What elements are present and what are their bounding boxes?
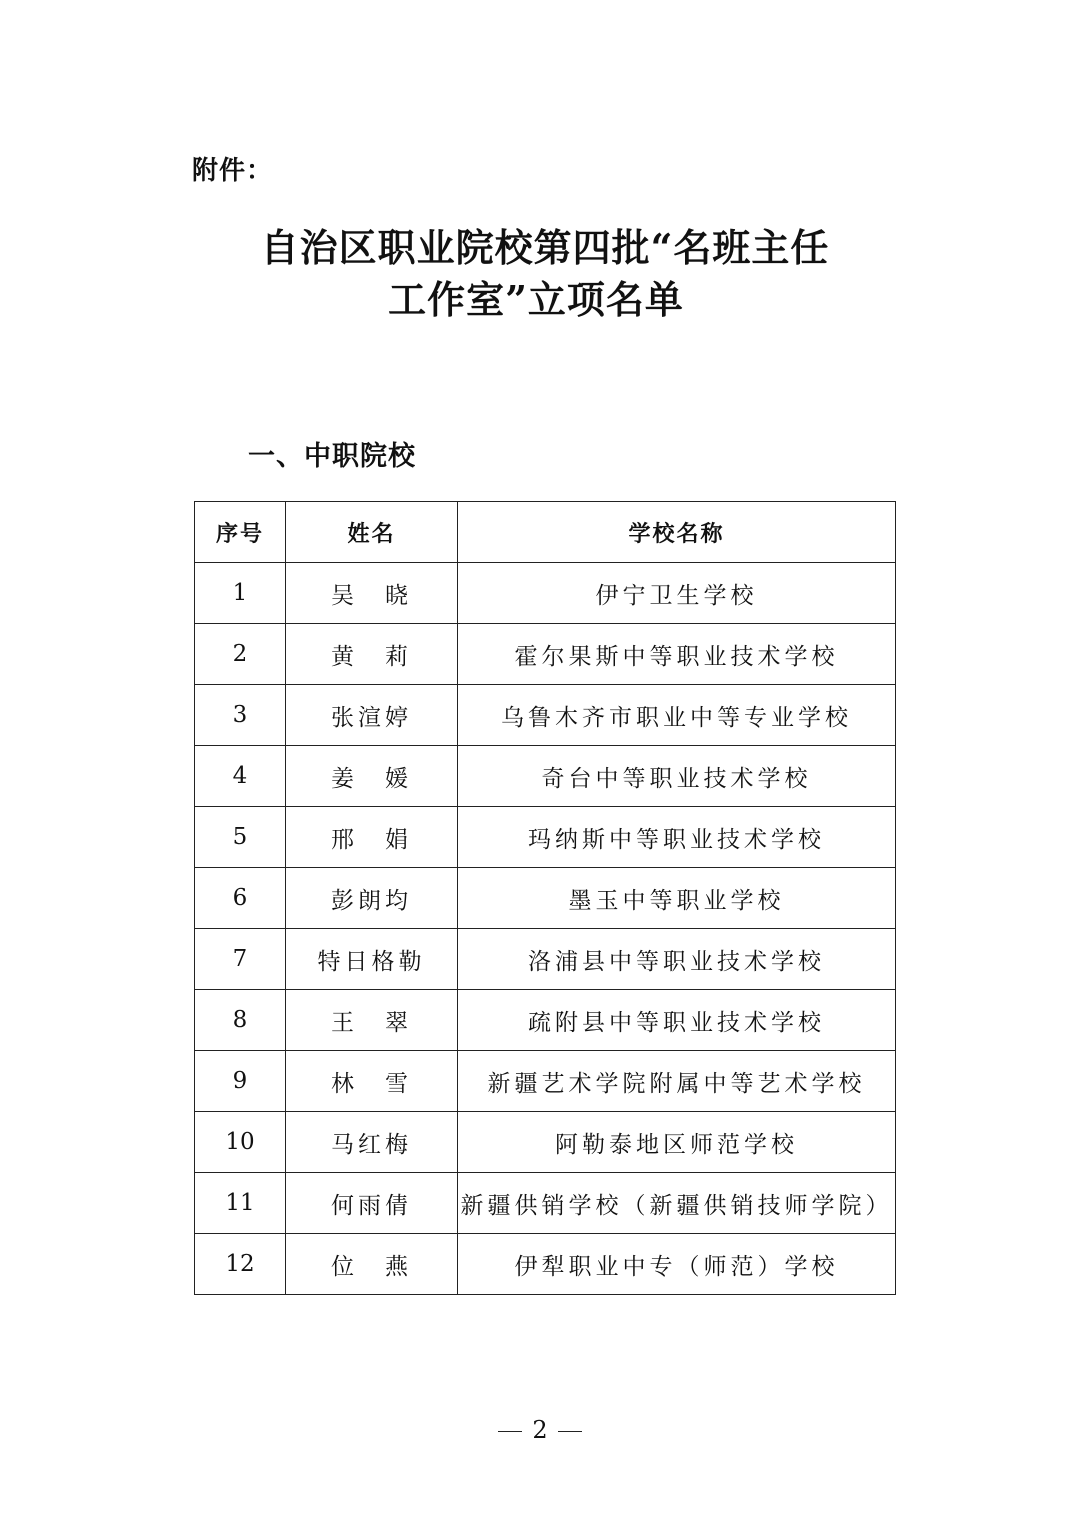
row-name: 王 翠 <box>286 990 458 1051</box>
attachment-label: 附件： <box>192 156 274 186</box>
row-name: 姜 媛 <box>286 746 458 807</box>
row-number: 4 <box>195 746 286 807</box>
row-school: 疏附县中等职业技术学校 <box>458 990 896 1051</box>
row-school: 墨玉中等职业学校 <box>458 868 896 929</box>
row-name: 何雨倩 <box>286 1173 458 1234</box>
row-school: 伊宁卫生学校 <box>458 563 896 624</box>
row-number: 1 <box>195 563 286 624</box>
page-number: 2 <box>532 1416 548 1444</box>
studio-list-table <box>194 501 896 1295</box>
table-row <box>195 1051 896 1112</box>
row-number: 11 <box>195 1173 286 1234</box>
row-school: 奇台中等职业技术学校 <box>458 746 896 807</box>
row-number: 5 <box>195 807 286 868</box>
table-row <box>195 1173 896 1234</box>
document-title-line-1: 自治区职业院校第四批“名班主任 <box>260 225 830 270</box>
table-row <box>195 1112 896 1173</box>
footer-dash-left <box>498 1431 522 1432</box>
table-row <box>195 563 896 624</box>
table-row <box>195 685 896 746</box>
row-number: 12 <box>195 1234 286 1295</box>
document-title-line-2: 工作室”立项名单 <box>388 277 684 322</box>
table-header-row <box>195 502 896 563</box>
row-number: 3 <box>195 685 286 746</box>
row-name: 邢 娟 <box>286 807 458 868</box>
row-name: 黄 莉 <box>286 624 458 685</box>
footer-dash-right <box>558 1431 582 1432</box>
row-name: 林 雪 <box>286 1051 458 1112</box>
row-number: 9 <box>195 1051 286 1112</box>
table-row <box>195 990 896 1051</box>
row-school: 伊犁职业中专（师范）学校 <box>458 1234 896 1295</box>
header-name: 姓名 <box>286 502 458 563</box>
table-row <box>195 746 896 807</box>
row-school: 新疆供销学校（新疆供销技师学院） <box>458 1173 896 1234</box>
row-school: 阿勒泰地区师范学校 <box>458 1112 896 1173</box>
row-school: 新疆艺术学院附属中等艺术学校 <box>458 1051 896 1112</box>
page-footer <box>0 1416 1080 1444</box>
row-name: 位 燕 <box>286 1234 458 1295</box>
row-number: 2 <box>195 624 286 685</box>
row-school: 洛浦县中等职业技术学校 <box>458 929 896 990</box>
document-title <box>0 222 1080 326</box>
row-number: 8 <box>195 990 286 1051</box>
table-row <box>195 624 896 685</box>
row-number: 6 <box>195 868 286 929</box>
section-heading: 一、中职院校 <box>248 441 416 472</box>
table-row <box>195 929 896 990</box>
row-school: 玛纳斯中等职业技术学校 <box>458 807 896 868</box>
table-row <box>195 807 896 868</box>
table-row <box>195 1234 896 1295</box>
row-name: 马红梅 <box>286 1112 458 1173</box>
row-number: 10 <box>195 1112 286 1173</box>
row-school: 乌鲁木齐市职业中等专业学校 <box>458 685 896 746</box>
header-school: 学校名称 <box>458 502 896 563</box>
header-number: 序号 <box>195 502 286 563</box>
row-number: 7 <box>195 929 286 990</box>
table-row <box>195 868 896 929</box>
row-name: 吴 晓 <box>286 563 458 624</box>
row-name: 特日格勒 <box>286 929 458 990</box>
row-school: 霍尔果斯中等职业技术学校 <box>458 624 896 685</box>
row-name: 张渲婷 <box>286 685 458 746</box>
row-name: 彭朗均 <box>286 868 458 929</box>
